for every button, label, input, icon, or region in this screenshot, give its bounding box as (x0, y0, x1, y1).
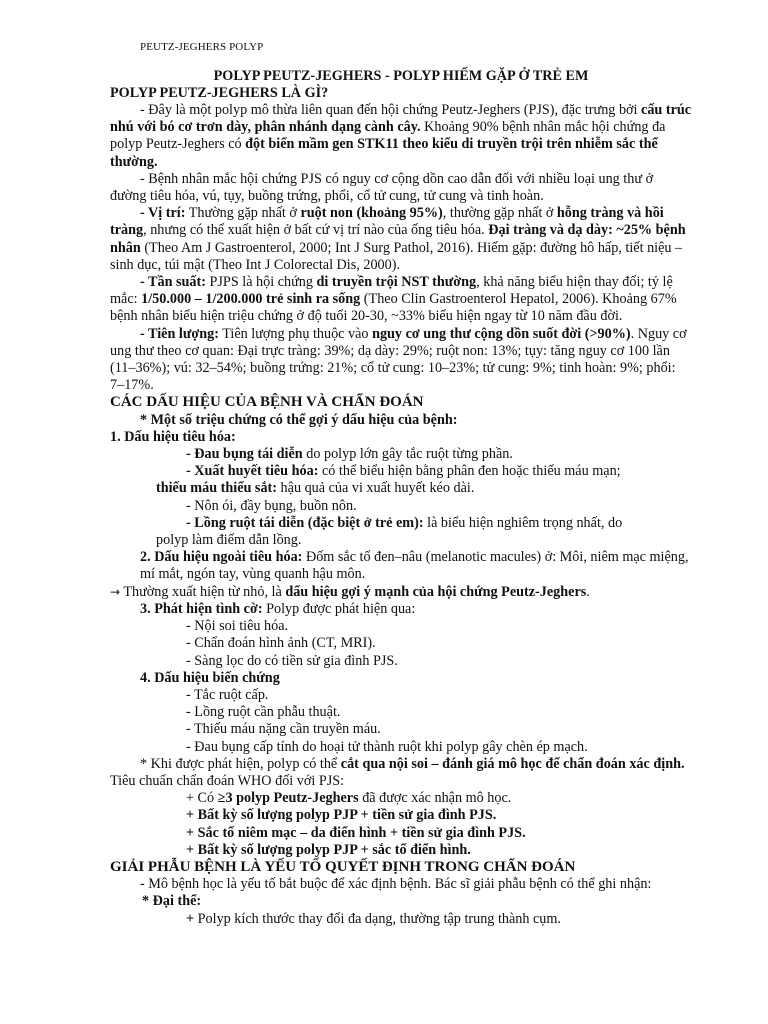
label-location: - Vị trí: (140, 205, 186, 222)
text: Thường xuất hiện từ nhỏ, là (120, 583, 286, 600)
text: đã được xác nhận mô học. (358, 790, 512, 807)
bold-text: 4. Dấu hiệu biến chứng (140, 669, 280, 686)
sign-4-item: - Lồng ruột cần phẫu thuật. (186, 704, 341, 721)
criterion-item (110, 825, 692, 842)
sign-4-item: - Tắc ruột cấp. (186, 686, 269, 703)
label-frequency: - Tần suất: (140, 274, 206, 291)
running-header: PEUTZ-JEGHERS POLYP (140, 41, 264, 53)
sign-4-title (110, 670, 692, 687)
text: Polyp kích thước thay đổi đa dạng, thường tập trung thành cụm. (194, 910, 561, 927)
label-prognosis: - Tiên lượng: (140, 325, 219, 342)
bold-text: + Bất kỳ số lượng polyp PJP + sắc tố điển hình. (186, 841, 471, 858)
bold-text: 1/50.000 – 1/200.000 trẻ sinh ra sống (141, 291, 361, 308)
sign-3-item: - Nội soi tiêu hóa. (186, 618, 289, 635)
text: Polyp được phát hiện qua: (262, 600, 416, 617)
title-block (110, 68, 692, 102)
criterion-item (110, 807, 692, 824)
document-body (110, 102, 692, 928)
text: Tiêu chuẩn chẩn đoán WHO đối với PJS: (110, 772, 345, 789)
bold-text: 1. Dấu hiệu tiêu hóa: (110, 428, 236, 445)
bold-text: - Lồng ruột tái diễn (đặc biệt ở trẻ em): (186, 514, 424, 531)
text: Tiên lượng phụ thuộc vào (218, 325, 373, 342)
text: (Theo Clin Gastroenterol Hepatol, 2006). Khoảng 67% bệnh nhân biểu hiện triệu chứng ở độ tuổi 20-30, ~33% biểu hiện ngay từ 10 năm đầu đời. (110, 291, 677, 325)
text: do polyp lớn gây tắc ruột từng phần. (302, 446, 513, 463)
bold-text: cắt qua nội soi – đánh giá mô học để chẩn đoán xác định. (340, 755, 685, 772)
bold-text: + (186, 910, 195, 927)
arrow-note (110, 584, 692, 601)
bold-text: - Xuất huyết tiêu hóa: (186, 463, 319, 480)
sign-1-item: - Nôn ói, đầy bụng, buồn nôn. (186, 497, 357, 514)
gross-title (110, 893, 692, 910)
sign-4-item: - Thiếu máu nặng cần truyền máu. (186, 721, 381, 738)
bold-text: ruột non (khoảng 95%) (300, 205, 443, 222)
sign-3-item: - Chẩn đoán hình ảnh (CT, MRI). (186, 635, 376, 652)
criterion-item (110, 842, 692, 859)
bold-text: ≥3 polyp Peutz-Jeghers (217, 790, 359, 807)
section-heading-signs: CÁC DẤU HIỆU CỦA BỆNH VÀ CHẨN ĐOÁN (110, 394, 424, 411)
sign-4-item: - Đau bụng cấp tính do hoại tử thành ruột khi polyp gây chèn ép mạch. (186, 738, 588, 755)
sign-1-item (110, 515, 692, 532)
bold-text: + Sắc tố niêm mạc – da điển hình + tiền sử gia đình PJS. (186, 824, 526, 841)
criterion-item (110, 790, 692, 807)
text: * Khi được phát hiện, polyp có thể (140, 755, 341, 772)
bold-text: nguy cơ ung thư cộng dồn suốt đời (>90%) (372, 325, 631, 342)
paragraph-cancer-risk: - Bệnh nhân mắc hội chứng PJS có nguy cơ cộng dồn cao dẫn đối với nhiều loại ung thư ở đường tiêu hóa, vú, tụy, buồng trứng, phổi, cổ tử cung, tử cung và tinh hoàn. (110, 170, 654, 205)
paragraph-diagnosis (110, 756, 692, 790)
sign-2 (110, 549, 692, 583)
text: , thường gặp nhất ở (442, 205, 557, 222)
bold-text: cấu trúc nhú với bó cơ trơn dày, phân nhánh dạng cành cây. (110, 102, 692, 136)
text: (Theo Am J Gastroenterol, 2000; Int J Surg Pathol, 2016). Hiếm gặp: đường hô hấp, tiết niệu – sinh dục, túi mật (Theo Int J Colorectal Dis, 2000). (110, 239, 683, 273)
sign-1-item (110, 446, 692, 463)
sign-3-title (110, 601, 692, 618)
signs-intro (110, 412, 692, 429)
text: hậu quả của vi xuất huyết kéo dài. (277, 480, 475, 497)
bold-text: 3. Phát hiện tình cờ: (140, 600, 263, 617)
paragraph-frequency (110, 274, 692, 326)
bold-text: * Đại thể: (142, 893, 202, 910)
bold-text: Đại tràng và dạ dày: ~25% bệnh nhân (110, 222, 686, 256)
paragraph-prognosis (110, 326, 692, 395)
text: + Có (186, 790, 218, 807)
text: , khả năng biểu hiện thay đổi; tỷ lệ mắc: (110, 274, 673, 308)
sign-1-item (110, 480, 692, 497)
paragraph-pathology: - Mô bệnh học là yếu tố bắt buộc để xác định bệnh. Bác sĩ giải phẫu bệnh có thể ghi nhận: (140, 876, 652, 893)
bold-text: hỗng tràng và hồi tràng (110, 205, 664, 239)
text: . (586, 583, 590, 600)
bold-text: dấu hiệu gợi ý mạnh của hội chứng Peutz-Jeghers (285, 583, 587, 600)
bold-text: 2. Dấu hiệu ngoài tiêu hóa: (140, 549, 303, 566)
text: , nhưng có thể xuất hiện ở bất cứ vị trí nào của ống tiêu hóa. (143, 222, 489, 239)
text: có thể biểu hiện bằng phân đen hoặc thiếu máu mạn; (318, 463, 621, 480)
text: Khoảng 90% bệnh nhân mắc hội chứng đa polyp Peutz-Jeghers có (110, 119, 666, 153)
text: Thường gặp nhất ở (185, 205, 301, 222)
arrow-right-icon: → (110, 584, 121, 599)
sign-3-item: - Sàng lọc do có tiền sử gia đình PJS. (186, 652, 398, 669)
sign-1-item-continuation: polyp làm điểm dẫn lồng. (156, 532, 302, 549)
text: PJPS là hội chứng (205, 274, 317, 291)
page-title: POLYP PEUTZ-JEGHERS - POLYP HIẾM GẶP Ở TRẺ EM (213, 68, 589, 84)
bold-text: + Bất kỳ số lượng polyp PJP + tiền sử gia đình PJS. (186, 807, 497, 824)
bold-text: * Một số triệu chứng có thể gợi ý dấu hiệu của bệnh: (140, 411, 458, 428)
text: - Đây là một polyp mô thừa liên quan đến hội chứng Peutz-Jeghers (PJS), đặc trưng bởi (140, 102, 642, 118)
text: Đốm sắc tố đen–nâu (melanotic macules) ở: Môi, niêm mạc miệng, mí mắt, ngón tay, vùng quanh hậu môn. (140, 549, 689, 583)
bold-text: thiếu máu thiếu sắt: (156, 480, 277, 497)
text: . Nguy cơ ung thư theo cơ quan: Đại trực tràng: 39%; dạ dày: 29%; ruột non: 13%; tụy: tăng nguy cơ 100 lần (11–36%); vú: 32–54%; buồng trứng: 21%; cổ tử cung: 10–23%; tử cung: 9%; tinh hoàn: 9%; phổi: 7–17%. (110, 325, 687, 394)
section-heading-what-is: POLYP PEUTZ-JEGHERS LÀ GÌ? (110, 85, 329, 102)
bold-text: - Đau bụng tái diễn (186, 446, 303, 463)
sign-1-title (110, 429, 692, 446)
bold-text: đột biến mầm gen STK11 theo kiểu di truyền trội trên nhiễm sắc thể thường. (110, 136, 658, 170)
paragraph-definition (110, 102, 692, 171)
gross-item (110, 911, 692, 928)
text: là biểu hiện nghiêm trọng nhất, do (423, 514, 623, 531)
bold-text: di truyền trội NST thường (316, 274, 477, 291)
sign-1-item (110, 463, 692, 480)
paragraph-location (110, 205, 692, 274)
section-heading-pathology: GIẢI PHẪU BỆNH LÀ YẾU TỐ QUYẾT ĐỊNH TRONG CHẨN ĐOÁN (110, 858, 576, 875)
